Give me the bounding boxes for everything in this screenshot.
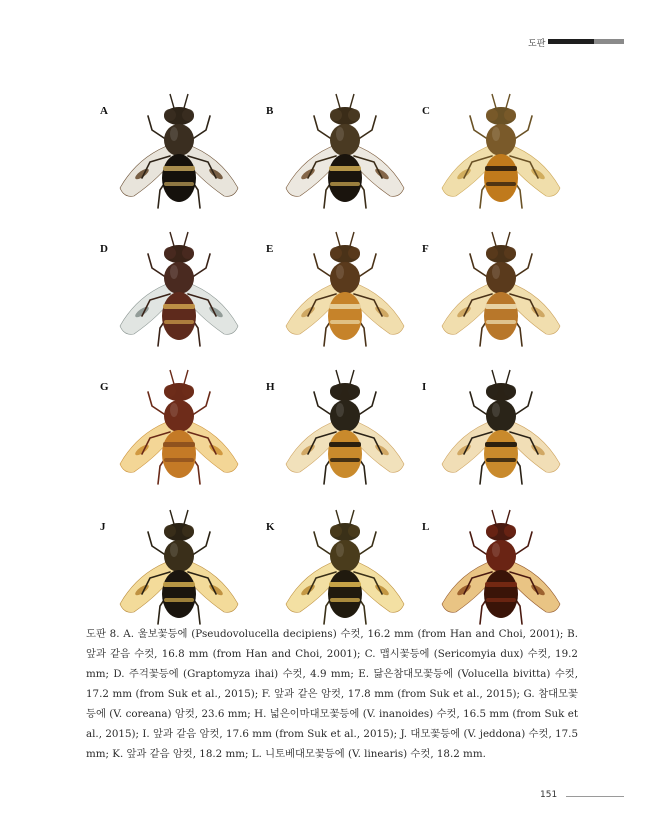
abdomen-band	[329, 582, 361, 587]
antenna	[506, 94, 510, 108]
antenna	[336, 510, 340, 524]
eye	[486, 385, 498, 397]
eye	[486, 109, 498, 121]
thorax-highlight	[170, 403, 178, 417]
abdomen	[162, 154, 196, 202]
specimen-letter: F	[422, 243, 429, 255]
specimen-d	[100, 224, 250, 354]
eye	[164, 525, 176, 537]
eye	[348, 525, 360, 537]
antenna	[336, 94, 340, 108]
figure-caption	[86, 624, 578, 764]
antenna	[350, 232, 354, 246]
thorax	[164, 262, 194, 294]
abdomen-band	[486, 182, 516, 186]
fly-photo	[430, 86, 572, 216]
caption-text: 도판 8. A. 울보꽃등에 (Pseudovolucella decipiens) 수컷, 16.2 mm (from Han and Choi, 2001); B. 앞과 같음 수컷, 16.8 mm (from Han and Choi, 2001); C. 맵시꽃등에 (Sericomyia dux) 수컷, 19.2 mm; D. 주걱꽃등에 (Graptomyza ihai) 수컷, 4.9 mm; E. 닮은참대모꽃등에 (Volucella bivitta) 수컷, 17.2 mm (from Suk et al., 2015); F. 앞과 같은 암컷, 17.8 mm (from Suk et al., 2015); G. 참대모꽃등에 (V. coreana) 암컷, 23.6 mm; H. 넓은이마대모꽃등에 (V. inanoides) 수컷, 16.5 mm (from Suk et al., 2015); I. 앞과 같음 암컷, 17.6 mm (from Suk et al., 2015); J. 대모꽃등에 (V. jeddona) 수컷, 17.5 mm; K. 앞과 같음 암컷, 18.2 mm; L. 니토베대모꽃등에 (V. linearis) 수컷, 18.2 mm.	[86, 628, 578, 760]
abdomen	[162, 430, 196, 478]
eye	[182, 385, 194, 397]
eye	[348, 247, 360, 259]
thorax-highlight	[336, 127, 344, 141]
fly-photo	[108, 502, 250, 632]
abdomen-band	[163, 166, 195, 171]
thorax-highlight	[492, 127, 500, 141]
eye	[330, 109, 342, 121]
thorax-highlight	[170, 127, 178, 141]
eye	[504, 109, 516, 121]
specimen-letter: K	[266, 521, 275, 533]
thorax-highlight	[170, 265, 178, 279]
eye	[330, 247, 342, 259]
specimen-i	[422, 362, 572, 492]
specimen-f	[422, 224, 572, 354]
antenna	[170, 94, 174, 108]
specimen-k	[266, 502, 416, 632]
antenna	[492, 510, 496, 524]
antenna	[170, 510, 174, 524]
eye	[348, 109, 360, 121]
specimen-h	[266, 362, 416, 492]
abdomen-band	[164, 320, 194, 324]
thorax	[330, 262, 360, 294]
fly-photo	[430, 224, 572, 354]
specimen-letter: G	[100, 381, 109, 393]
specimen-g	[100, 362, 250, 492]
thorax-highlight	[492, 403, 500, 417]
fly-photo	[108, 362, 250, 492]
thorax-highlight	[170, 543, 178, 557]
thorax	[164, 124, 194, 156]
abdomen	[328, 570, 362, 618]
abdomen-band	[329, 442, 361, 447]
thorax-highlight	[492, 543, 500, 557]
specimen-b	[266, 86, 416, 216]
abdomen	[484, 570, 518, 618]
abdomen	[328, 292, 362, 340]
eye	[486, 247, 498, 259]
abdomen-band	[163, 304, 195, 309]
eye	[164, 385, 176, 397]
antenna	[184, 94, 188, 108]
specimen-e	[266, 224, 416, 354]
eye	[504, 385, 516, 397]
abdomen-band	[330, 182, 360, 186]
antenna	[350, 370, 354, 384]
antenna	[492, 232, 496, 246]
abdomen-band	[163, 442, 195, 447]
antenna	[336, 232, 340, 246]
specimen-letter: I	[422, 381, 427, 393]
footer-rule	[566, 796, 624, 797]
antenna	[350, 510, 354, 524]
specimen-plate	[100, 86, 560, 606]
specimen-letter: H	[266, 381, 275, 393]
header-section-label: 도판	[528, 39, 546, 49]
antenna	[184, 510, 188, 524]
antenna	[184, 232, 188, 246]
specimen-j	[100, 502, 250, 632]
thorax	[486, 540, 516, 572]
fly-photo	[108, 224, 250, 354]
antenna	[506, 232, 510, 246]
abdomen-band	[485, 582, 517, 587]
abdomen-band	[486, 458, 516, 462]
antenna	[184, 370, 188, 384]
fly-photo	[274, 502, 416, 632]
abdomen-band	[486, 598, 516, 602]
thorax	[330, 540, 360, 572]
thorax-highlight	[336, 403, 344, 417]
abdomen-band	[330, 320, 360, 324]
abdomen	[328, 430, 362, 478]
fly-photo	[430, 362, 572, 492]
antenna	[170, 232, 174, 246]
abdomen	[484, 292, 518, 340]
specimen-letter: E	[266, 243, 274, 255]
eye	[504, 525, 516, 537]
specimen-letter: J	[100, 521, 106, 533]
thorax	[330, 400, 360, 432]
abdomen-band	[164, 598, 194, 602]
eye	[164, 247, 176, 259]
abdomen	[484, 430, 518, 478]
specimen-letter: C	[422, 105, 430, 117]
abdomen-band	[163, 582, 195, 587]
antenna	[506, 370, 510, 384]
fly-photo	[430, 502, 572, 632]
specimen-l	[422, 502, 572, 632]
eye	[182, 109, 194, 121]
eye	[182, 247, 194, 259]
page-number: 151	[540, 790, 558, 800]
eye	[348, 385, 360, 397]
thorax-highlight	[336, 543, 344, 557]
antenna	[336, 370, 340, 384]
abdomen-band	[164, 458, 194, 462]
abdomen	[328, 154, 362, 202]
abdomen	[484, 154, 518, 202]
abdomen-band	[485, 442, 517, 447]
thorax	[486, 262, 516, 294]
thorax	[330, 124, 360, 156]
thorax-highlight	[336, 265, 344, 279]
eye	[486, 525, 498, 537]
eye	[330, 525, 342, 537]
specimen-letter: D	[100, 243, 108, 255]
specimen-letter: A	[100, 105, 108, 117]
abdomen-band	[330, 458, 360, 462]
abdomen-band	[164, 182, 194, 186]
abdomen-band	[486, 320, 516, 324]
fly-photo	[274, 224, 416, 354]
fly-photo	[274, 362, 416, 492]
abdomen-band	[329, 166, 361, 171]
eye	[164, 109, 176, 121]
thorax-highlight	[492, 265, 500, 279]
thorax	[486, 400, 516, 432]
header-bar-dark	[548, 39, 594, 44]
eye	[504, 247, 516, 259]
abdomen	[162, 292, 196, 340]
thorax	[486, 124, 516, 156]
abdomen-band	[485, 304, 517, 309]
fly-photo	[108, 86, 250, 216]
abdomen-band	[330, 598, 360, 602]
abdomen-band	[485, 166, 517, 171]
thorax	[164, 540, 194, 572]
antenna	[492, 370, 496, 384]
eye	[182, 525, 194, 537]
specimen-c	[422, 86, 572, 216]
abdomen-band	[329, 304, 361, 309]
abdomen	[162, 570, 196, 618]
header-bar-light	[594, 39, 624, 44]
antenna	[350, 94, 354, 108]
thorax	[164, 400, 194, 432]
antenna	[506, 510, 510, 524]
antenna	[492, 94, 496, 108]
specimen-letter: B	[266, 105, 274, 117]
specimen-a	[100, 86, 250, 216]
eye	[330, 385, 342, 397]
specimen-letter: L	[422, 521, 430, 533]
fly-photo	[274, 86, 416, 216]
antenna	[170, 370, 174, 384]
